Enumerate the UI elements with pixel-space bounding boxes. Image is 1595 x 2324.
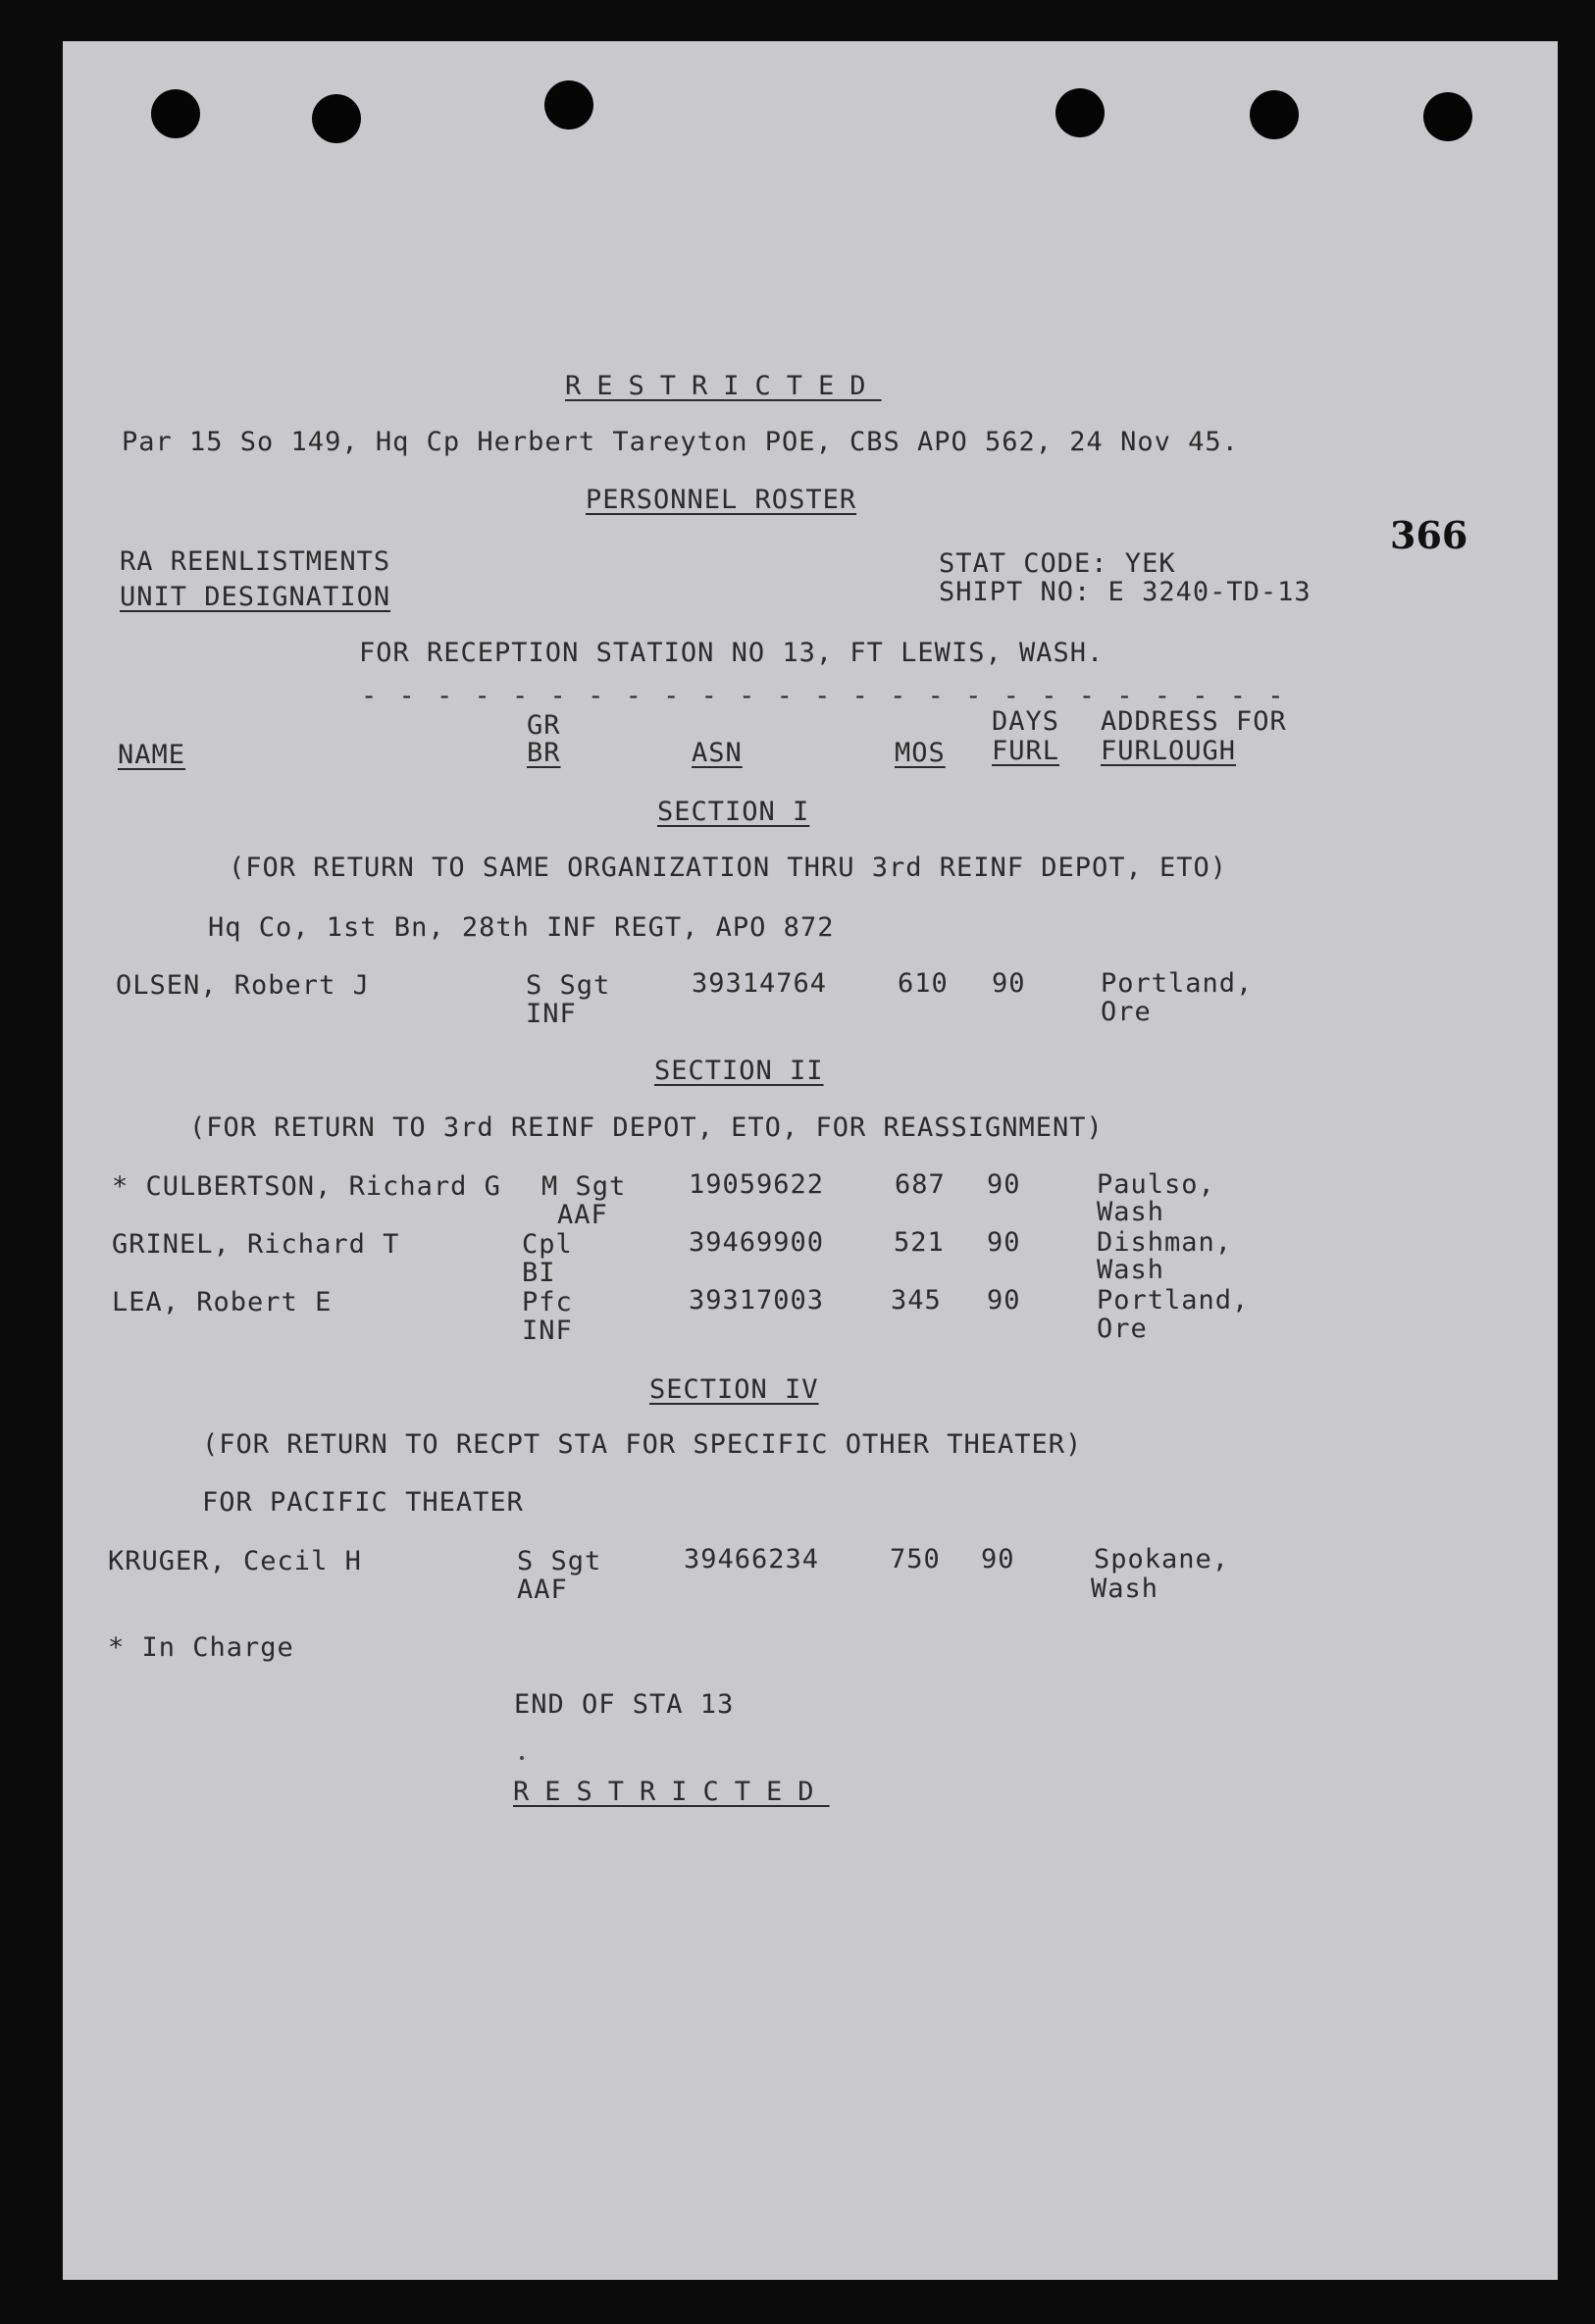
punch-hole (1055, 88, 1105, 137)
row-mos: 521 (894, 1227, 945, 1258)
row-asn: 19059622 (689, 1169, 825, 1200)
section-4-title: SECTION IV (649, 1374, 819, 1405)
roster-title: PERSONNEL ROSTER (586, 485, 857, 515)
row-branch: INF (526, 999, 577, 1029)
row-address-1: Spokane, (1094, 1544, 1230, 1575)
row-address-2: Wash (1097, 1255, 1165, 1285)
col-furl: FURL (992, 736, 1060, 766)
row-grade: Pfc (522, 1287, 573, 1317)
row-address-1: Portland, (1101, 968, 1254, 999)
col-gr: GR (527, 710, 561, 741)
row-name: LEA, Robert E (112, 1287, 333, 1317)
row-asn: 39469900 (689, 1227, 825, 1258)
unit-line-1: RA REENLISTMENTS (120, 546, 391, 577)
order-reference: Par 15 So 149, Hq Cp Herbert Tareyton POE, CBS APO 562, 24 Nov 45. (122, 427, 1239, 457)
row-name: GRINEL, Richard T (112, 1229, 400, 1260)
row-grade: M Sgt (541, 1171, 627, 1202)
dash-separator: - - - - - - - - - - - - - - - - - - - - - - - - - (361, 681, 1287, 711)
row-address-1: Portland, (1097, 1285, 1250, 1316)
row-mos: 345 (891, 1285, 942, 1316)
row-branch: INF (522, 1316, 573, 1346)
row-address-1: Dishman, (1097, 1227, 1233, 1258)
row-name: * CULBERTSON, Richard G (112, 1171, 501, 1202)
shipment-number: SHIPT NO: E 3240-TD-13 (939, 577, 1312, 607)
col-days: DAYS (992, 706, 1060, 737)
end-of-station: END OF STA 13 (514, 1689, 735, 1720)
col-address-2: FURLOUGH (1101, 736, 1237, 766)
col-br: BR (527, 738, 561, 768)
row-asn: 39466234 (684, 1544, 820, 1575)
punch-hole (544, 80, 593, 129)
row-address-2: Wash (1097, 1197, 1165, 1227)
row-grade: S Sgt (526, 970, 611, 1001)
row-address-2: Ore (1101, 997, 1152, 1027)
section-4-theater: FOR PACIFIC THEATER (202, 1487, 524, 1518)
col-asn: ASN (692, 738, 743, 768)
stat-code: STAT CODE: YEK (939, 548, 1176, 579)
row-days: 90 (992, 968, 1026, 999)
row-mos: 687 (895, 1169, 946, 1200)
row-branch: AAF (517, 1575, 568, 1605)
classification-bottom: RESTRICTED (513, 1777, 830, 1807)
row-name: KRUGER, Cecil H (108, 1546, 362, 1576)
row-days: 90 (987, 1227, 1021, 1258)
section-1-title: SECTION I (657, 797, 810, 827)
row-asn: 39317003 (689, 1285, 825, 1316)
row-name: OLSEN, Robert J (116, 970, 370, 1001)
col-mos: MOS (895, 738, 946, 768)
col-address-1: ADDRESS FOR (1101, 706, 1287, 737)
row-address-2: Ore (1097, 1314, 1148, 1344)
page-number: 366 (1390, 513, 1468, 557)
row-branch: AAF (557, 1200, 608, 1230)
classification-top: RESTRICTED (565, 371, 882, 401)
row-days: 90 (987, 1285, 1021, 1316)
row-grade: Cpl (522, 1229, 573, 1260)
destination-line: FOR RECEPTION STATION NO 13, FT LEWIS, WASH. (359, 638, 1105, 668)
punch-hole (1423, 92, 1472, 141)
row-address-1: Paulso, (1097, 1169, 1215, 1200)
punch-hole (151, 89, 200, 138)
section-2-title: SECTION II (654, 1056, 824, 1086)
in-charge-note: * In Charge (108, 1632, 294, 1663)
row-days: 90 (981, 1544, 1015, 1575)
section-4-note: (FOR RETURN TO RECPT STA FOR SPECIFIC OTHER THEATER) (202, 1429, 1083, 1460)
punch-hole (1250, 90, 1299, 139)
row-asn: 39314764 (692, 968, 828, 999)
section-2-note: (FOR RETURN TO 3rd REINF DEPOT, ETO, FOR REASSIGNMENT) (189, 1112, 1104, 1143)
punch-hole (312, 94, 361, 143)
row-grade: S Sgt (517, 1546, 602, 1576)
section-1-unit: Hq Co, 1st Bn, 28th INF REGT, APO 872 (208, 912, 835, 943)
row-branch: BI (522, 1258, 556, 1288)
section-1-note: (FOR RETURN TO SAME ORGANIZATION THRU 3rd REINF DEPOT, ETO) (229, 852, 1228, 883)
row-address-2: Wash (1091, 1574, 1159, 1604)
unit-line-2: UNIT DESIGNATION (120, 582, 391, 612)
row-mos: 610 (898, 968, 949, 999)
stray-mark (520, 1756, 524, 1760)
col-name: NAME (118, 740, 186, 770)
row-days: 90 (987, 1169, 1021, 1200)
row-mos: 750 (890, 1544, 941, 1575)
